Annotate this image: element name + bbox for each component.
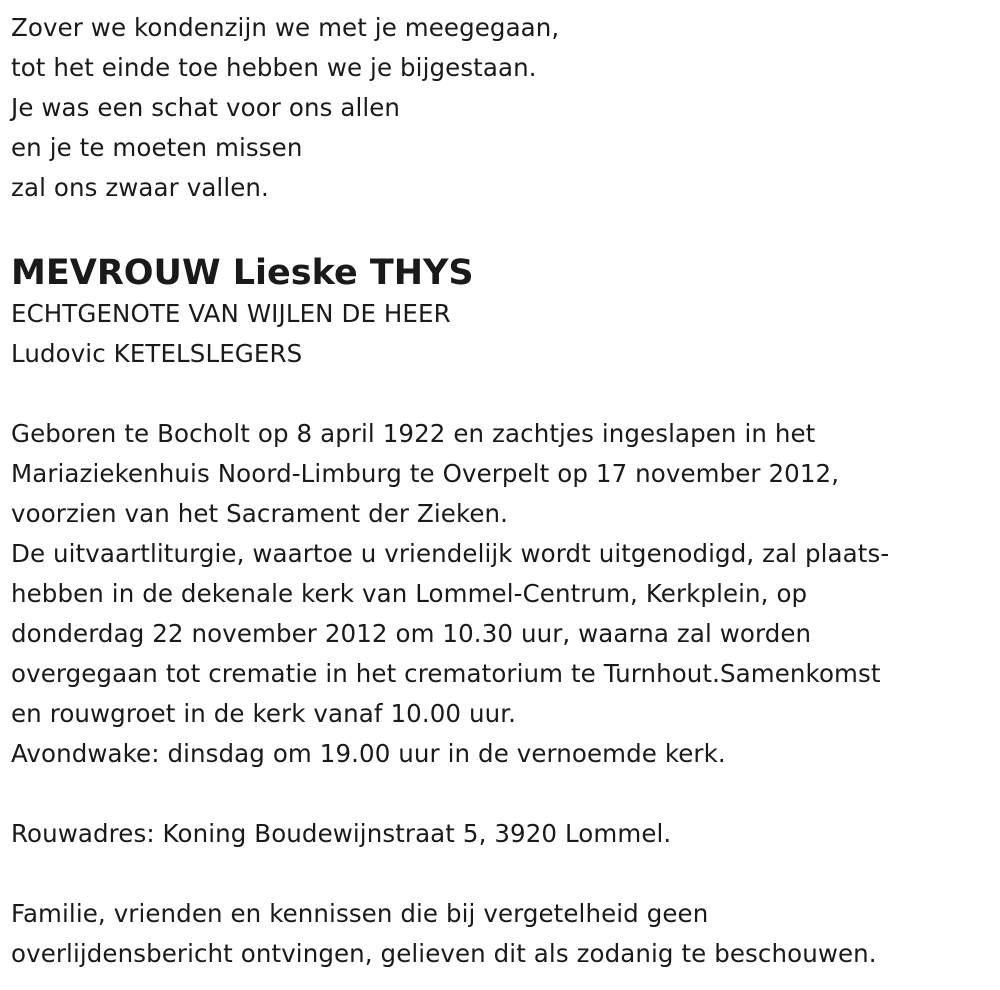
- details-line: en rouwgroet in de kerk vanaf 10.00 uur.: [11, 699, 517, 728]
- details: [11, 414, 991, 774]
- poem-line: Zover we kondenzijn we met je meegegaan,: [11, 13, 560, 42]
- details-line: overgegaan tot crematie in het crematorium te Turnhout.Samenkomst: [11, 659, 881, 688]
- details-line: De uitvaartliturgie, waartoe u vriendelijk wordt uitgenodigd, zal plaats-: [11, 539, 890, 568]
- mourning-address: Rouwadres: Koning Boudewijnstraat 5, 3920 Lommel.: [11, 819, 672, 848]
- poem-line: tot het einde toe hebben we je bijgestaan.: [11, 53, 537, 82]
- closing: [11, 894, 991, 974]
- deceased-relation: ECHTGENOTE VAN WIJLEN DE HEER: [11, 299, 451, 328]
- deceased-block: [11, 246, 991, 374]
- details-line: voorzien van het Sacrament der Zieken.: [11, 499, 509, 528]
- poem: [11, 8, 991, 208]
- closing-line: Familie, vrienden en kennissen die bij vergetelheid geen: [11, 899, 709, 928]
- address-block: [11, 814, 991, 854]
- spacer: [11, 208, 991, 248]
- poem-line: en je te moeten missen: [11, 133, 303, 162]
- details-line: Avondwake: dinsdag om 19.00 uur in de vernoemde kerk.: [11, 739, 726, 768]
- spouse-name: Ludovic KETELSLEGERS: [11, 339, 303, 368]
- spacer: [11, 774, 991, 814]
- deceased-name: MEVROUW Lieske THYS: [11, 253, 474, 293]
- poem-line: zal ons zwaar vallen.: [11, 173, 269, 202]
- death-notice: [11, 8, 991, 974]
- details-line: Mariaziekenhuis Noord-Limburg te Overpelt op 17 november 2012,: [11, 459, 840, 488]
- details-line: hebben in de dekenale kerk van Lommel-Centrum, Kerkplein, op: [11, 579, 808, 608]
- details-line: donderdag 22 november 2012 om 10.30 uur, waarna zal worden: [11, 619, 812, 648]
- details-line: Geboren te Bocholt op 8 april 1922 en zachtjes ingeslapen in het: [11, 419, 816, 448]
- poem-line: Je was een schat voor ons allen: [11, 93, 401, 122]
- spacer: [11, 374, 991, 414]
- spacer: [11, 854, 991, 894]
- closing-line: overlijdensbericht ontvingen, gelieven dit als zodanig te beschouwen.: [11, 939, 877, 968]
